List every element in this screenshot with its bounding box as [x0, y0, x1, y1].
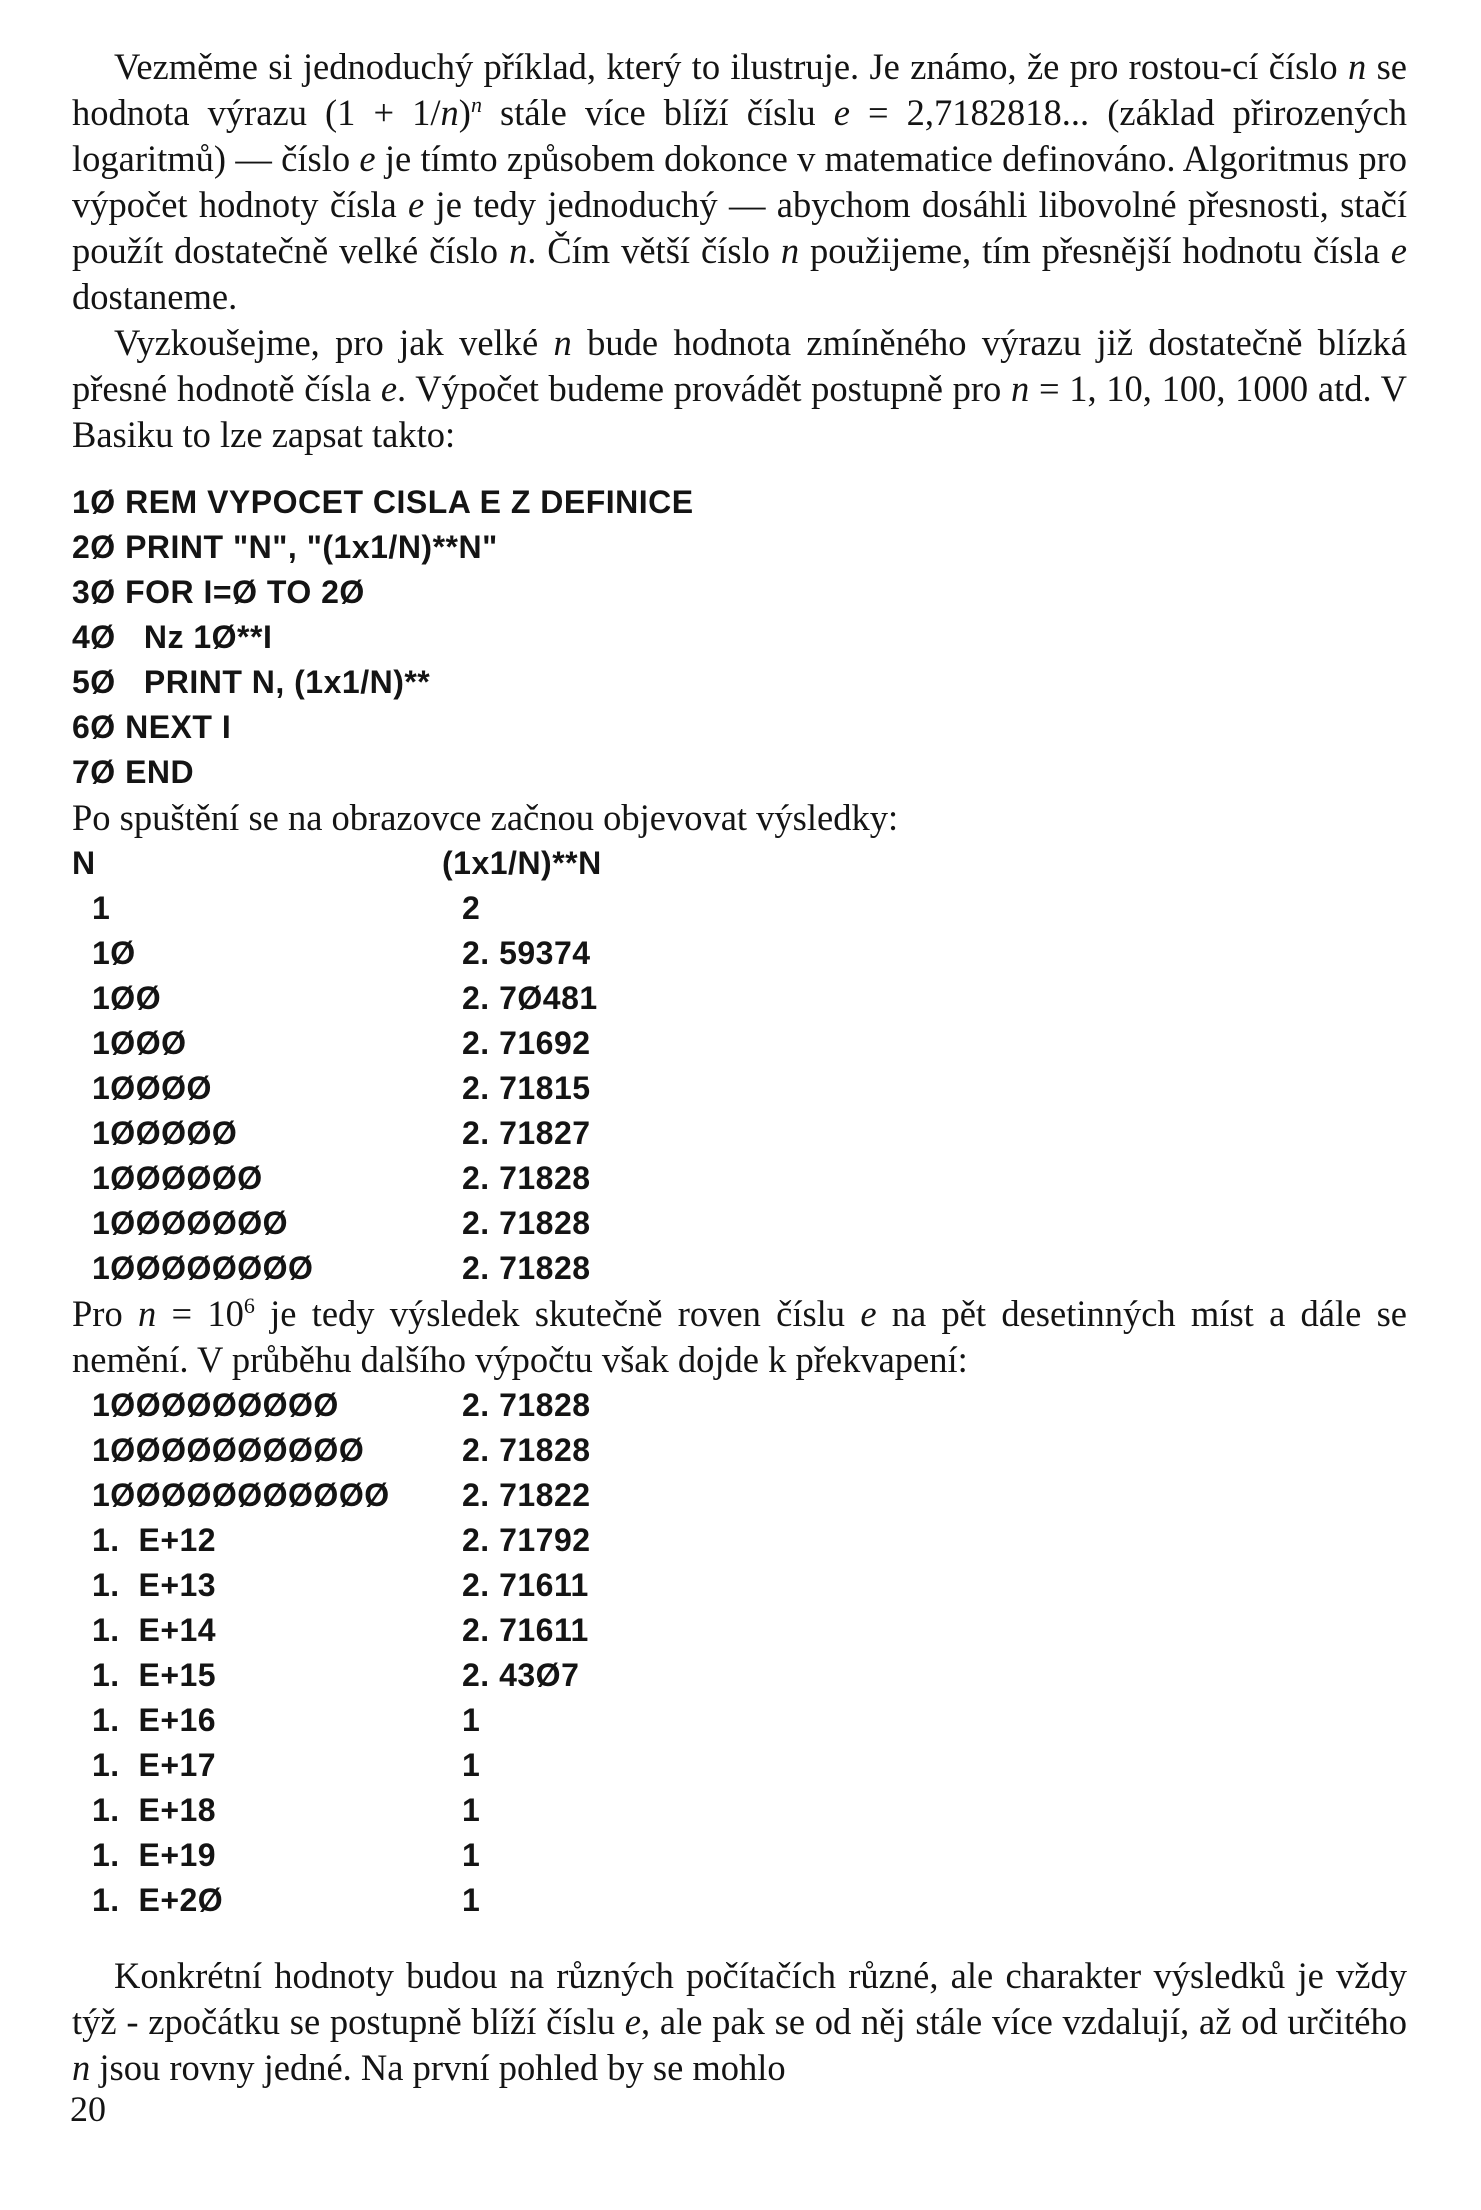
cell-n: 1. E+14: [92, 1612, 217, 1648]
cell-value: 1: [462, 1792, 481, 1828]
cell-n: 1: [92, 890, 111, 926]
results-table-1: [72, 841, 1407, 1291]
cell-n: 1. E+18: [92, 1792, 217, 1828]
math-exponent: n: [470, 91, 482, 117]
cell-value: 1: [462, 1702, 481, 1738]
paragraph-1: [72, 44, 1407, 320]
cell-value: 2. 71692: [462, 1025, 591, 1061]
cell-value: 2. 71792: [462, 1522, 591, 1558]
text: dostaneme.: [72, 276, 238, 317]
math-var: e: [1390, 230, 1407, 271]
text: je tímto způsobem dokonce v matematice definováno. Algoritmus pro výpočet hodnoty čísla: [72, 138, 1407, 225]
text: = 1, 10, 100, 1000 atd. V Basiku to lze zapsat takto:: [72, 368, 1407, 455]
cell-n: 1ØØØØØØØØØØ: [92, 1432, 365, 1468]
header-value: (1x1/N)**N: [442, 845, 602, 881]
math-var: e: [380, 368, 398, 409]
code-line: 6Ø NEXT I: [72, 709, 232, 745]
text: . Výpočet budeme provádět postupně pro: [397, 368, 1011, 409]
table-header: [72, 841, 1407, 886]
math-var: e: [624, 2001, 641, 2042]
cell-n: 1. E+16: [92, 1702, 217, 1738]
cell-value: 2. 71828: [462, 1205, 591, 1241]
table-row: [72, 1518, 1407, 1563]
text: je tedy jednoduchý — abychom dosáhli libovolné přesnosti, stačí použít dostatečně velké číslo: [72, 184, 1407, 271]
cell-n: 1. E+2Ø: [92, 1882, 224, 1918]
math-var: n: [72, 2047, 91, 2088]
table-row: [72, 1788, 1407, 1833]
table-row: [72, 1473, 1407, 1518]
cell-value: 2. 71828: [462, 1387, 591, 1423]
table-row: [72, 1246, 1407, 1291]
code-line: 7Ø END: [72, 754, 195, 790]
cell-value: 2. 71611: [462, 1612, 589, 1648]
table-row: [72, 1428, 1407, 1473]
cell-value: 2: [462, 890, 481, 926]
text: bude hodnota zmíněného výrazu již dostatečně blízká přesné hodnotě čísla: [72, 322, 1407, 409]
text: se hodnota výrazu (1 + 1/: [72, 46, 1407, 133]
code-line: 5Ø PRINT N, (1x1/N)**: [72, 664, 431, 700]
table-row: [72, 1833, 1407, 1878]
math-var: n: [508, 230, 528, 271]
text: stále více blíží číslu: [481, 92, 834, 133]
cell-n: 1ØØØØ: [92, 1070, 212, 1106]
header-n: N: [72, 845, 96, 881]
cell-value: 1: [462, 1837, 481, 1873]
page-number: 20: [70, 2089, 106, 2129]
table-row: [72, 1066, 1407, 1111]
table-row: [72, 1878, 1407, 1923]
table-row: [72, 976, 1407, 1021]
cell-value: 2. 71827: [462, 1115, 591, 1151]
cell-value: 2. 71828: [462, 1432, 591, 1468]
cell-value: 2. 71828: [462, 1250, 591, 1286]
math-var: n: [1348, 46, 1367, 87]
math-exponent: 6: [243, 1292, 255, 1318]
text: = 2,7182818... (základ přirozených logaritmů) — číslo: [72, 92, 1407, 179]
paragraph-2: [72, 320, 1407, 458]
math-var: n: [440, 92, 459, 133]
cell-n: 1ØØØØØØ: [92, 1160, 263, 1196]
text: Pro: [72, 1293, 138, 1334]
cell-n: 1. E+19: [92, 1837, 217, 1873]
text: je tedy výsledek skutečně roven číslu: [254, 1293, 861, 1334]
cell-n: 1ØØØ: [92, 1025, 187, 1061]
text: = 10: [156, 1293, 244, 1334]
table-row: [72, 1608, 1407, 1653]
cell-value: 2. 71828: [462, 1160, 591, 1196]
code-line: 4Ø Nz 1Ø**I: [72, 619, 273, 655]
cell-n: 1. E+12: [92, 1522, 217, 1558]
text: jsou rovny jedné. Na první pohled by se mohlo: [90, 2047, 786, 2088]
cell-value: 1: [462, 1747, 481, 1783]
table-row: [72, 1698, 1407, 1743]
cell-n: 1ØØØØØ: [92, 1115, 238, 1151]
table-row: [72, 1653, 1407, 1698]
text: . Čím větší číslo: [527, 230, 781, 271]
cell-n: 1. E+15: [92, 1657, 217, 1693]
paragraph-4: [72, 1953, 1407, 2091]
math-var: e: [359, 138, 376, 179]
math-var: n: [1011, 368, 1030, 409]
cell-value: 2. 71815: [462, 1070, 591, 1106]
cell-n: 1Ø: [92, 935, 136, 971]
table-row: [72, 1156, 1407, 1201]
math-var: n: [553, 322, 572, 363]
cell-n: 1ØØ: [92, 980, 162, 1016]
text: na pět desetinných míst a dále se nemění. V průběhu dalšího výpočtu však dojde k překvapení:: [72, 1293, 1407, 1380]
text: ): [458, 92, 471, 133]
table-row: [72, 931, 1407, 976]
text: Vyzkoušejme, pro jak velké: [114, 322, 554, 363]
cell-value: 1: [462, 1882, 481, 1918]
math-var: n: [137, 1293, 157, 1334]
paragraph-3: [72, 1291, 1407, 1383]
table-row: [72, 1201, 1407, 1246]
cell-n: 1. E+13: [92, 1567, 217, 1603]
math-var: n: [780, 230, 800, 271]
text: Vezměme si jednoduchý příklad, který to ilustruje. Je známo, že pro rostou-cí číslo: [114, 46, 1349, 87]
code-line: 1Ø REM VYPOCET CISLA E Z DEFINICE: [72, 484, 694, 520]
text: , ale pak se od něj stále více vzdalují, až od určitého: [640, 2001, 1408, 2042]
table-row: [72, 1743, 1407, 1788]
book-page: [72, 44, 1407, 2091]
table-row: [72, 886, 1407, 931]
math-var: e: [833, 92, 850, 133]
table-row: [72, 1111, 1407, 1156]
cell-value: 2. 43Ø7: [462, 1657, 580, 1693]
table-row: [72, 1383, 1407, 1428]
text: Konkrétní hodnoty budou na různých počítačích různé, ale charakter výsledků je vždy týž - zpočátku se postupně blíží číslu: [72, 1955, 1407, 2042]
cell-n: 1ØØØØØØØØØ: [92, 1387, 339, 1423]
math-var: e: [860, 1293, 877, 1334]
basic-code-listing: [72, 480, 1407, 795]
cell-value: 2. 59374: [462, 935, 591, 971]
cell-n: 1ØØØØØØØØØØØ: [92, 1477, 390, 1513]
code-line: 3Ø FOR I=Ø TO 2Ø: [72, 574, 365, 610]
results-table-2: [72, 1383, 1407, 1923]
text: použijeme, tím přesnější hodnotu čísla: [799, 230, 1391, 271]
cell-value: 2. 7Ø481: [462, 980, 598, 1016]
cell-n: 1. E+17: [92, 1747, 217, 1783]
math-var: e: [408, 184, 425, 225]
cell-n: 1ØØØØØØØØ: [92, 1250, 314, 1286]
code-line: 2Ø PRINT "N", "(1x1/N)**N": [72, 529, 498, 565]
table-row: [72, 1021, 1407, 1066]
cell-n: 1ØØØØØØØ: [92, 1205, 289, 1241]
cell-value: 2. 71822: [462, 1477, 591, 1513]
table-row: [72, 1563, 1407, 1608]
results-intro: Po spuštění se na obrazovce začnou objevovat výsledky:: [72, 797, 899, 838]
cell-value: 2. 71611: [462, 1567, 589, 1603]
